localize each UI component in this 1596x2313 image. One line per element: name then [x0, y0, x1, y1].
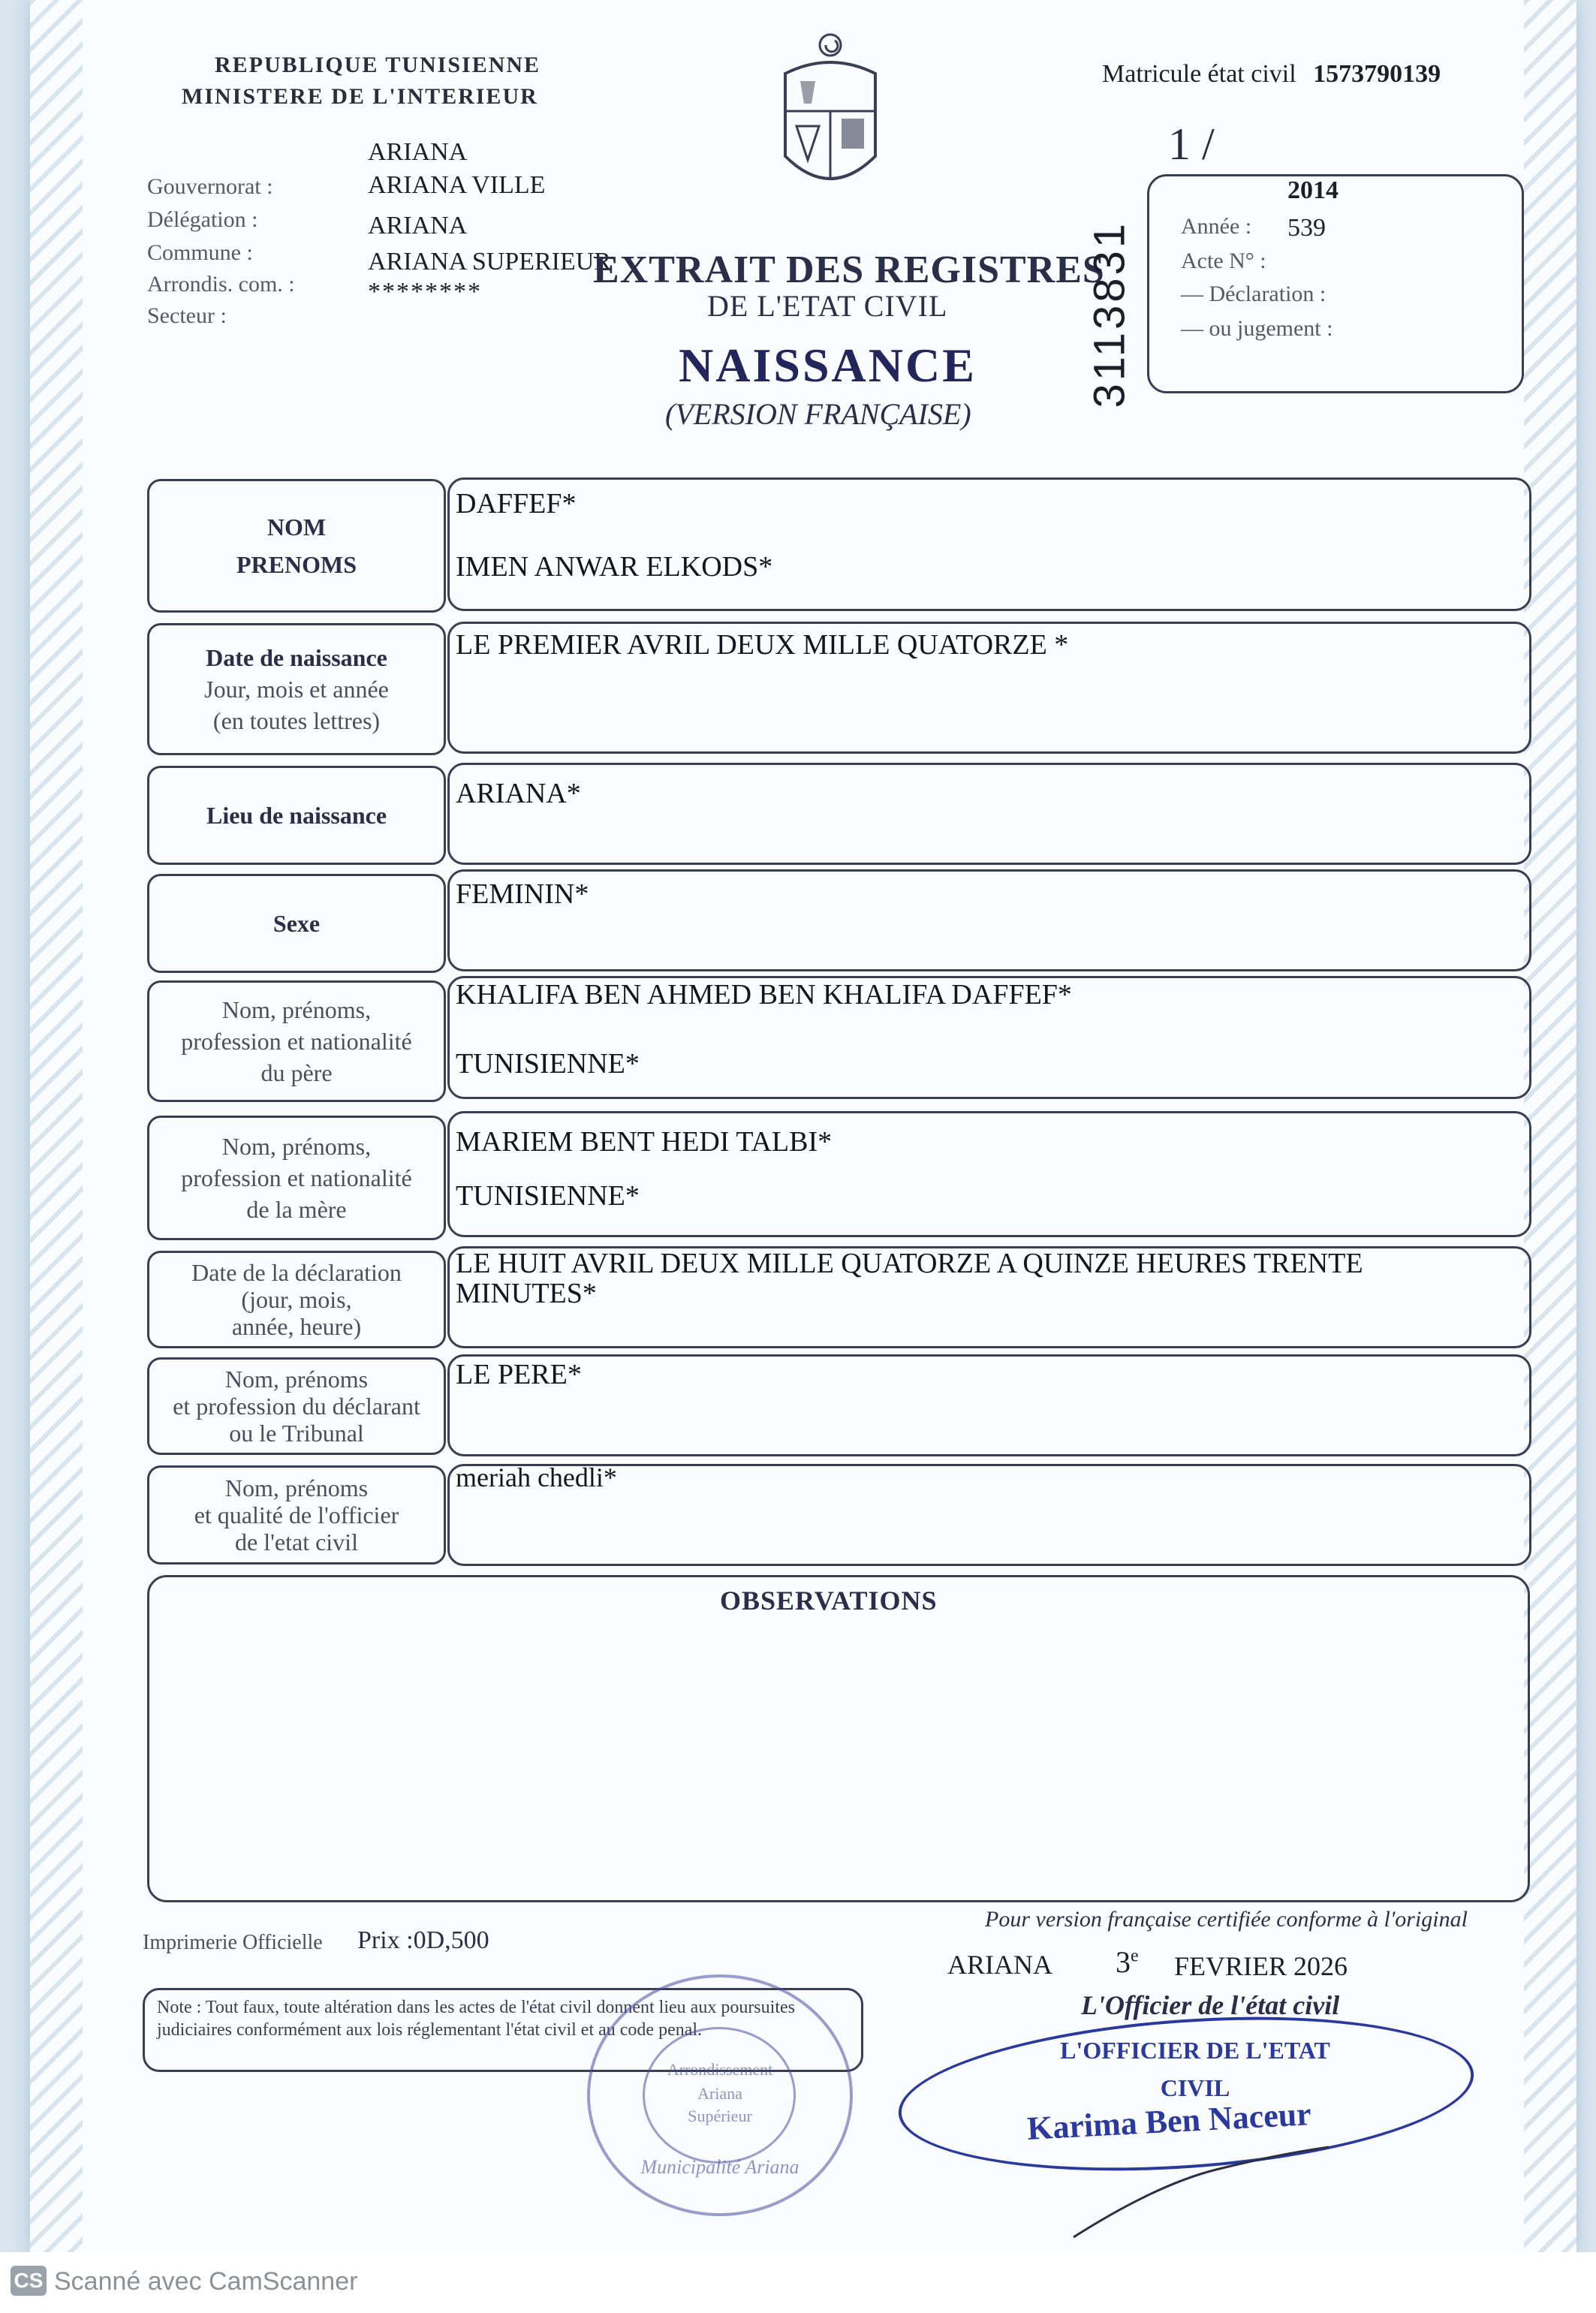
pere-label-3: du père: [260, 1059, 333, 1086]
date-naissance-label: Date de naissance: [206, 644, 387, 671]
delegation-label: Délégation :: [147, 207, 258, 232]
matricule-value: 1573790139: [1313, 60, 1441, 88]
annee-label: Année :: [1181, 214, 1252, 239]
declarant-label-box: [147, 1357, 446, 1455]
commune-label: Commune :: [147, 240, 253, 265]
mere-label-box: [147, 1116, 446, 1240]
declaration-date-value-1: LE HUIT AVRIL DEUX MILLE QUATORZE A QUINZE HEURES TRENTE: [456, 1248, 1363, 1279]
mere-nationalite-value: TUNISIENNE*: [456, 1180, 640, 1212]
commune-value: ARIANA: [368, 212, 468, 239]
issue-place: ARIANA: [947, 1950, 1052, 1980]
officier-value: meriah chedli*: [456, 1462, 617, 1492]
arrondis-label: Arrondis. com. :: [147, 272, 295, 297]
signature-stroke-icon: [1066, 2140, 1336, 2245]
date-naissance-value: LE PREMIER AVRIL DEUX MILLE QUATORZE *: [456, 629, 1069, 661]
sexe-value: FEMININ*: [456, 878, 589, 910]
declarant-value: LE PERE*: [456, 1359, 582, 1390]
prenoms-value: IMEN ANWAR ELKODS*: [456, 551, 773, 583]
mere-label-3: de la mère: [246, 1196, 347, 1223]
mere-label-2: profession et nationalité: [181, 1164, 412, 1191]
acte-box: [1147, 174, 1524, 393]
date-naissance-hint-2: (en toutes lettres): [212, 707, 381, 734]
stamp-inner-text-1: Arrondissement: [667, 2060, 773, 2079]
imprimerie-label: Imprimerie Officielle: [143, 1931, 323, 1954]
mere-label-1: Nom, prénoms,: [221, 1133, 372, 1160]
serial-number-text: 3113831: [1085, 221, 1134, 408]
lieu-naissance-value-box: [447, 763, 1531, 865]
declarant-value-box: [447, 1354, 1531, 1456]
matricule-label: Matricule état civil: [1102, 60, 1296, 88]
camscanner-logo-icon: CS: [11, 2266, 47, 2296]
nom-prenoms-value-box: [447, 477, 1531, 611]
date-naissance-hint-1: Jour, mois et année: [204, 676, 389, 703]
observations-box: [147, 1575, 1530, 1902]
pere-value-box: [447, 976, 1531, 1099]
arrondis-value: ARIANA SUPERIEUR: [368, 248, 611, 276]
date-naissance-label-box: [147, 623, 446, 755]
declaration-value-box: [447, 1246, 1531, 1348]
handwritten-slash: 1 /: [1168, 119, 1215, 169]
stamp-inner-text-3: Supérieur: [688, 2107, 752, 2125]
sexe-label-box: [147, 874, 446, 973]
issue-day-suffix: e: [1131, 1946, 1139, 1966]
declaration-date-value-2: MINUTES*: [456, 1278, 597, 1309]
nom-value: DAFFEF*: [456, 488, 577, 520]
officier-label-2: et qualité de l'officier: [194, 1501, 399, 1528]
signatory-name: Karima Ben Naceur: [1025, 2095, 1312, 2147]
certification-text: Pour version française certifiée conforme à l'original: [985, 1907, 1468, 1932]
pere-label-2: profession et nationalité: [181, 1028, 412, 1055]
coat-of-arms-icon: [770, 29, 890, 209]
declaration-date-label-3: année, heure): [231, 1313, 362, 1340]
prix-label: Prix :0D,500: [357, 1926, 489, 1954]
sexe-value-box: [447, 869, 1531, 971]
municipal-stamp: [587, 1974, 853, 2216]
observations-title: OBSERVATIONS: [720, 1586, 938, 1616]
declaration-label: — Déclaration :: [1181, 282, 1326, 306]
secteur-value: ********: [368, 278, 482, 306]
gouvernorat-value: ARIANA: [368, 138, 468, 166]
jugement-label: — ou jugement :: [1181, 316, 1333, 341]
republic-heading: REPUBLIQUE TUNISIENNE: [215, 53, 541, 77]
nom-prenoms-label-box: [147, 479, 446, 613]
acte-label: Acte N° :: [1181, 248, 1266, 273]
issue-month-year: FEVRIER 2026: [1174, 1951, 1348, 1981]
pere-label-box: [147, 980, 446, 1102]
lieu-naissance-label: Lieu de naissance: [206, 802, 387, 829]
sexe-label: Sexe: [273, 910, 321, 937]
extract-title: EXTRAIT DES REGISTRES: [593, 248, 1105, 291]
declarant-label-1: Nom, prénoms: [224, 1366, 369, 1393]
registry-subtitle: DE L'ETAT CIVIL: [707, 289, 948, 323]
declarant-label-3: ou le Tribunal: [229, 1420, 364, 1447]
paper-edge-left: [30, 0, 83, 2252]
issue-day: [1116, 1944, 1139, 1980]
stamp-inner-text-2: Ariana: [697, 2084, 742, 2103]
pere-nom-value: KHALIFA BEN AHMED BEN KHALIFA DAFFEF*: [456, 979, 1072, 1010]
acte-value: 539: [1287, 214, 1326, 242]
officier-label-box: [147, 1465, 446, 1565]
officier-label-3: de l'etat civil: [235, 1528, 358, 1556]
document-type-title: NAISSANCE: [679, 339, 977, 392]
mere-value-box: [447, 1111, 1531, 1237]
paper-edge-right: [1524, 0, 1576, 2252]
matricule: [1102, 60, 1441, 89]
officier-title: L'Officier de l'état civil: [1081, 1990, 1340, 2020]
stamp-outer-text: Municipalité Ariana: [640, 2156, 800, 2178]
pere-nationalite-value: TUNISIENNE*: [456, 1048, 640, 1080]
lieu-naissance-value: ARIANA*: [456, 778, 581, 809]
gouvernorat-label: Gouvernorat :: [147, 174, 273, 199]
scanner-footer: [0, 2252, 1596, 2313]
officier-stamp-text: L'OFFICIER DE L'ETAT CIVIL: [1060, 2037, 1330, 2101]
serial-number: [1085, 180, 1134, 408]
ministry-heading: MINISTERE DE L'INTERIEUR: [182, 84, 538, 109]
version-subtitle: (VERSION FRANÇAISE): [665, 397, 971, 431]
secteur-label: Secteur :: [147, 303, 227, 328]
legal-note: Note : Tout faux, toute altération dans les actes de l'état civil donnent lieu aux poursuites judiciaires conformément aux lois réglementant l'état civil et au code penal.: [157, 1998, 795, 2040]
declarant-label-2: et profession du déclarant: [173, 1393, 420, 1420]
mere-nom-value: MARIEM BENT HEDI TALBI*: [456, 1126, 833, 1158]
declaration-label-box: [147, 1251, 446, 1348]
nom-label: NOM: [267, 513, 327, 541]
delegation-value: ARIANA VILLE: [368, 171, 546, 199]
issue-day-number: 3: [1116, 1945, 1131, 1979]
date-naissance-value-box: [447, 622, 1531, 754]
camscanner-watermark: Scanné avec CamScanner: [54, 2267, 358, 2296]
annee-value: 2014: [1287, 176, 1339, 204]
lieu-naissance-label-box: [147, 766, 446, 865]
declaration-date-label-1: Date de la déclaration: [191, 1259, 402, 1286]
pere-label-1: Nom, prénoms,: [221, 996, 372, 1023]
declaration-date-label-2: (jour, mois,: [241, 1286, 352, 1313]
officier-value-box: [447, 1464, 1531, 1566]
prenoms-label: PRENOMS: [236, 551, 357, 578]
officier-label-1: Nom, prénoms: [224, 1474, 369, 1501]
